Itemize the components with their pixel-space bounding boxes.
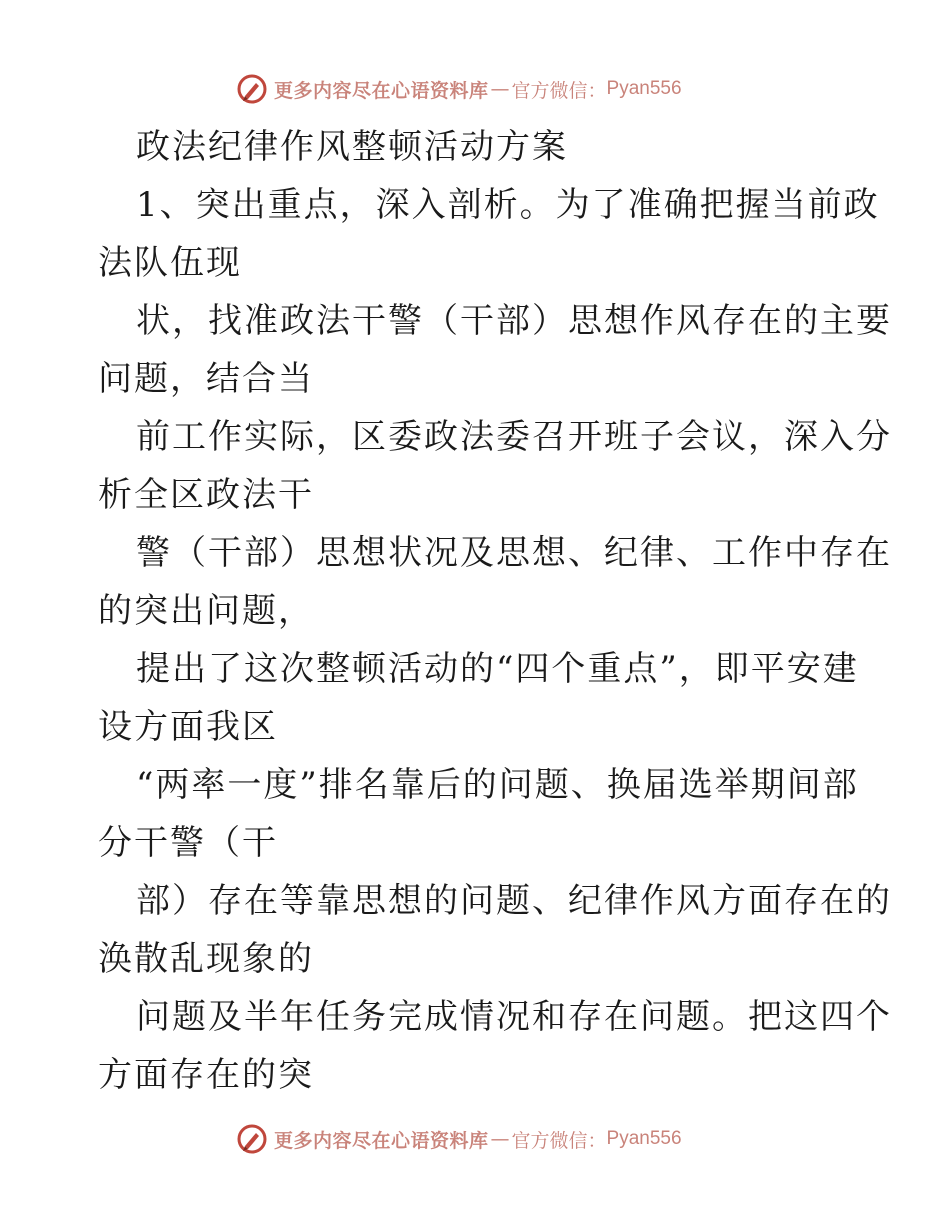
document-text-line: 的突出问题， [98, 591, 314, 631]
pen-logo-icon [236, 1123, 268, 1155]
document-text-line: 涣散乱现象的 [98, 939, 314, 979]
watermark-wechat-label: 官方微信： [511, 1129, 607, 1152]
document-text-line: 分干警（干 [98, 823, 278, 863]
document-title: 政法纪律作风整顿活动方案 [136, 127, 568, 167]
watermark-wechat-label: 官方微信： [511, 79, 607, 102]
document-text-line: 问题及半年任务完成情况和存在问题。把这四个 [136, 997, 892, 1037]
watermark-site-text: 更多内容尽在心语资料库 [274, 1129, 489, 1152]
document-text-line: 析全区政法干 [98, 475, 314, 515]
document-text-line: 提出了这次整顿活动的“四个重点”，即平安建 [136, 649, 859, 689]
document-body [98, 118, 892, 1104]
pen-logo-icon [236, 73, 268, 105]
document-text-line: “两率一度”排名靠后的问题、换届选举期间部 [136, 765, 859, 805]
watermark-wechat-code: Pyan556 [606, 1128, 682, 1149]
watermark-dash: — [490, 78, 510, 100]
document-text-line: 前工作实际，区委政法委召开班子会议，深入分 [136, 417, 892, 457]
document-text-line: 部）存在等靠思想的问题、纪律作风方面存在的 [136, 881, 892, 921]
footer-watermark [236, 1122, 716, 1156]
document-text-line: 方面存在的突 [98, 1055, 314, 1095]
document-text-line: 设方面我区 [98, 707, 278, 747]
document-text-line: 问题，结合当 [98, 359, 314, 399]
document-text-line: 1、突出重点，深入剖析。为了准确把握当前政 [136, 185, 880, 225]
document-text-line: 法队伍现 [98, 243, 242, 283]
watermark-site-text: 更多内容尽在心语资料库 [274, 79, 489, 102]
watermark-wechat-code: Pyan556 [606, 78, 682, 99]
document-text-line: 状，找准政法干警（干部）思想作风存在的主要 [136, 301, 892, 341]
watermark-dash: — [490, 1128, 510, 1150]
header-watermark [236, 72, 716, 106]
document-text-line: 警（干部）思想状况及思想、纪律、工作中存在 [136, 533, 892, 573]
